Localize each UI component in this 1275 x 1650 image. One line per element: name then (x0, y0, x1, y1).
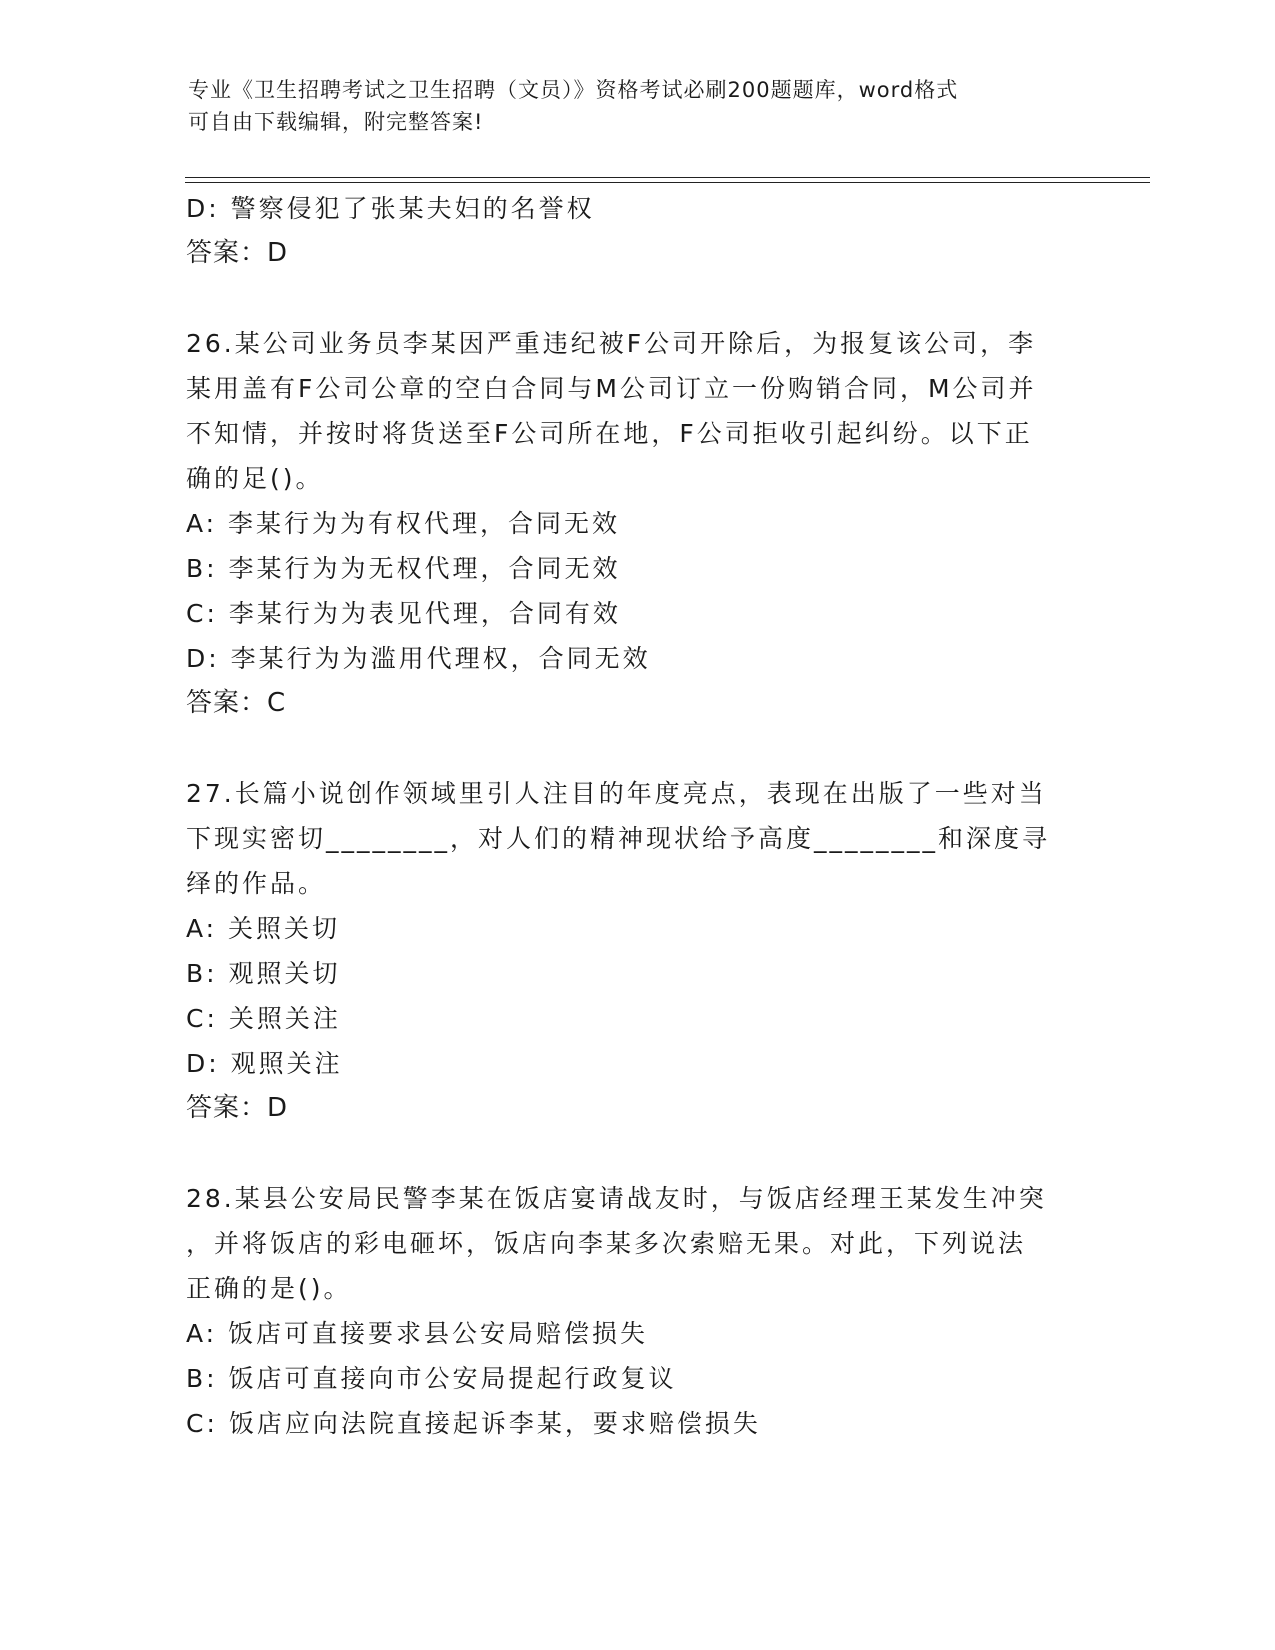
question-28 (186, 1176, 1086, 1446)
option-b: B: 李某行为为无权代理，合同无效 (186, 554, 621, 583)
option-d: D: 警察侵犯了张某夫妇的名誉权 (186, 194, 595, 223)
option-b: B: 饭店可直接向市公安局提起行政复议 (186, 1364, 677, 1393)
question-text-line: 确的足()。 (186, 464, 324, 493)
question-text-line: 某用盖有F公司公章的空白合同与M公司订立一份购销合同，M公司并 (186, 374, 1037, 403)
question-text-line: 27.长篇小说创作领域里引人注目的年度亮点，表现在出版了一些对当 (186, 779, 1047, 808)
question-text-line: ，并将饭店的彩电砸坏，饭店向李某多次索赔无果。对此，下列说法 (186, 1229, 1027, 1258)
spacer (186, 276, 1086, 321)
option-a: A: 饭店可直接要求县公安局赔偿损失 (186, 1319, 649, 1348)
header-line-1: 专业《卫生招聘考试之卫生招聘（文员）》资格考试必刷200题题库，word格式 (188, 78, 959, 102)
option-c: C: 李某行为为表见代理，合同有效 (186, 599, 621, 628)
option-a: A: 关照关切 (186, 914, 341, 943)
question-text-line: 26.某公司业务员李某因严重违纪被F公司开除后，为报复该公司，李 (186, 329, 1037, 358)
question-26 (186, 321, 1086, 726)
question-text-line: 28.某县公安局民警李某在饭店宴请战友时，与饭店经理王某发生冲突 (186, 1184, 1047, 1213)
document-body (186, 186, 1086, 1446)
answer: 答案：D (186, 1093, 289, 1123)
option-c: C: 关照关注 (186, 1004, 341, 1033)
header-rule-top (185, 177, 1150, 178)
question-27 (186, 771, 1086, 1131)
question-text-line: 绎的作品。 (186, 869, 327, 898)
option-d: D: 观照关注 (186, 1049, 343, 1078)
header-line-2: 可自由下载编辑，附完整答案! (188, 110, 484, 134)
answer: 答案：C (186, 688, 287, 718)
question-text-line: 下现实密切________，对人们的精神现状给予高度________和深度寻 (186, 824, 1051, 853)
option-a: A: 李某行为为有权代理，合同无效 (186, 509, 621, 538)
spacer (186, 1131, 1086, 1176)
question-text-line: 正确的是()。 (186, 1274, 352, 1303)
answer: 答案：D (186, 238, 289, 268)
option-c: C: 饭店应向法院直接起诉李某，要求赔偿损失 (186, 1409, 761, 1438)
spacer (186, 726, 1086, 771)
question-text-line: 不知情，并按时将货送至F公司所在地，F公司拒收引起纠纷。以下正 (186, 419, 1033, 448)
option-b: B: 观照关切 (186, 959, 341, 988)
header-rule-bottom (185, 182, 1150, 183)
option-d: D: 李某行为为滥用代理权，合同无效 (186, 644, 651, 673)
document-header (188, 74, 1088, 138)
